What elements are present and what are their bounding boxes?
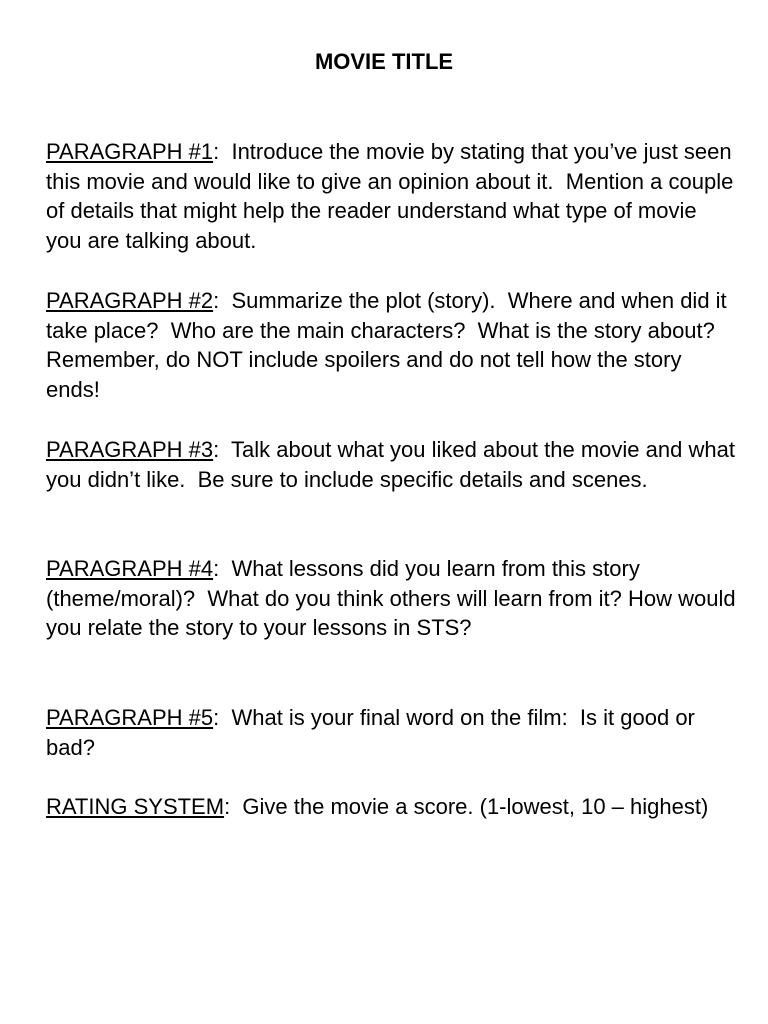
paragraph-3-text: Talk about what you liked about the movie and what you didn’t like. Be sure to include specific details and scenes. [46, 437, 742, 492]
rating-system-paragraph [46, 792, 736, 822]
paragraph-1-text: Introduce the movie by stating that you’ve just seen this movie and would like to give an opinion about it. Mention a couple of details that might help the reader understand what type of movie you are talking about. [46, 139, 740, 253]
paragraph-4-text: What lessons did you learn from this story (theme/moral)? What do you think others will learn from it? How would you relate the story to your lessons in STS? [46, 556, 742, 640]
rating-system-text: Give the movie a score. (1-lowest, 10 – highest) [230, 794, 709, 819]
rating-system-separator: : [224, 794, 231, 819]
paragraph-5-label: PARAGRAPH #5 [46, 705, 214, 730]
paragraph-5-separator: : [213, 705, 220, 730]
paragraph-4-separator: : [213, 556, 220, 581]
paragraph-1-label: PARAGRAPH #1 [46, 139, 214, 164]
paragraph-5 [46, 703, 736, 762]
paragraph-1 [46, 137, 740, 255]
paragraph-4-label: PARAGRAPH #4 [46, 556, 214, 581]
paragraph-1-separator: : [213, 139, 220, 164]
paragraph-4 [46, 554, 742, 643]
paragraph-3-separator: : [213, 437, 220, 462]
paragraph-2-separator: : [213, 288, 220, 313]
paragraph-3-label: PARAGRAPH #3 [46, 437, 214, 462]
paragraph-3 [46, 435, 742, 494]
paragraph-2-text: Summarize the plot (story). Where and when did it take place? Who are the main characters? What is the story about? Remember, do NOT include spoilers and do not tell how the story ends! [46, 288, 733, 402]
rating-system-label: RATING SYSTEM [46, 794, 225, 819]
paragraph-5-text: What is your final word on the film: Is it good or bad? [46, 705, 702, 760]
paragraph-2 [46, 286, 736, 404]
page-title: MOVIE TITLE [314, 49, 454, 74]
paragraph-2-label: PARAGRAPH #2 [46, 288, 214, 313]
